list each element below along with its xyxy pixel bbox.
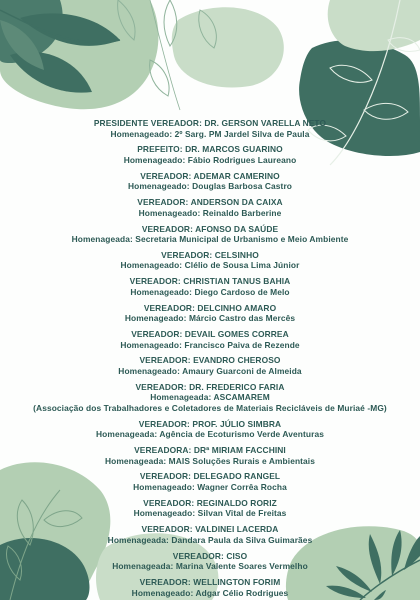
councilor-line: VEREADOR: DELEGADO RANGEL [139, 471, 281, 482]
councilor-line: VEREADOR: DEVAIL GOMES CORREA [131, 329, 289, 339]
honoree-line: Homenageada: Dandara Paula da Silva Guimarães [107, 534, 313, 545]
councilor-line: PRESIDENTE VEREADOR: DR. GERSON VARELLA NETO [93, 118, 327, 128]
honoree-entry [0, 577, 420, 598]
councilor-line: VEREADOR: WELLINGTON FORIM [139, 576, 281, 587]
top-center-blob [172, 7, 284, 87]
councilor-line: VEREADOR: CHRISTIAN TANUS BAHIA [129, 276, 291, 287]
honoree-entry [0, 419, 420, 440]
honoree-line: Homenageado: Márcio Castro das Mercês [124, 313, 296, 324]
councilor-line: VEREADOR: ADEMAR CAMERINO [140, 170, 280, 181]
honoree-line: Homenageado: Amaury Guarconi de Almeida [118, 365, 302, 376]
honoree-entry [0, 171, 420, 192]
honoree-line: (Associação dos Trabalhadores e Coletadores de Materiais Recicláveis de Muriaé -MG) [33, 402, 387, 413]
honoree-line: Homenageada: Marina Valente Soares Vermelho [112, 561, 308, 572]
honoree-entry [0, 551, 420, 572]
councilor-line: VEREADOR: REGINALDO RORIZ [143, 497, 277, 508]
honoree-entry [0, 498, 420, 519]
honoree-entry [0, 276, 420, 297]
councilor-line: VEREADOR: AFONSO DA SAÚDE [141, 223, 279, 234]
honoree-line: Homenageado: Reinaldo Barberine [138, 207, 282, 218]
honoree-line: Homenageado: Adgar Célio Rodrigues [131, 587, 289, 598]
honoree-entry [0, 524, 420, 545]
honoree-line: Homenageado: 2º Sarg. PM Jardel Silva de Paula [110, 128, 310, 139]
honoree-entry [0, 355, 420, 376]
honoree-line: Homenageado: Francisco Paiva de Rezende [120, 339, 300, 350]
councilor-line: VEREADOR: DELCINHO AMARO [143, 302, 277, 313]
councilor-line: VEREADOR: ANDERSON DA CAIXA [137, 197, 283, 208]
councilor-line: PREFEITO: DR. MARCOS GUARINO [137, 144, 283, 155]
honoree-line: Homenageada: MAIS Soluções Rurais e Ambientais [105, 455, 315, 466]
honoree-line: Homenageada: ASCAMAREM [150, 392, 270, 403]
honoree-entry [0, 471, 420, 492]
honoree-entry [0, 197, 420, 218]
honoree-entry [0, 329, 420, 350]
councilor-line: VEREADOR: PROF. JÚLIO SIMBRA [138, 418, 282, 429]
honoree-entry [0, 382, 420, 414]
councilor-line: VEREADOR: DR. FREDERICO FARIA [135, 381, 285, 392]
honoree-line: Homenageado: Fábio Rodrigues Laureano [123, 154, 297, 165]
councilor-line: VEREADOR: VALDINEI LACERDA [141, 524, 279, 535]
honoree-entry [0, 144, 420, 165]
honoree-entry [0, 250, 420, 271]
honoree-entry [0, 303, 420, 324]
honoree-line: Homenageado: Diego Cardoso de Melo [130, 286, 290, 297]
honoree-line: Homenageado: Silvan Vital de Freitas [133, 508, 287, 519]
honoree-entry [0, 445, 420, 466]
councilor-line: VEREADOR: CISO [172, 550, 248, 561]
honoree-line: Homenageado: Douglas Barbosa Castro [127, 181, 293, 192]
honoree-line: Homenageada: Agência de Ecoturismo Verde Aventuras [96, 429, 324, 440]
councilor-line: VEREADORA: DRª MIRIAM FACCHINI [134, 445, 286, 456]
honoree-line: Homenageado: Clélio de Sousa Lima Júnior [120, 260, 300, 271]
honoree-list [0, 118, 420, 600]
honoree-line: Homenageada: Secretaria Municipal de Urbanismo e Meio Ambiente [71, 234, 349, 245]
councilor-line: VEREADOR: EVANDRO CHEROSO [139, 355, 281, 366]
honoree-line: Homenageado: Wagner Corrêa Rocha [133, 482, 287, 493]
honoree-entry [0, 224, 420, 245]
top-right-light-blob [328, 0, 420, 51]
honoree-entry [0, 118, 420, 139]
councilor-line: VEREADOR: CELSINHO [161, 249, 259, 260]
